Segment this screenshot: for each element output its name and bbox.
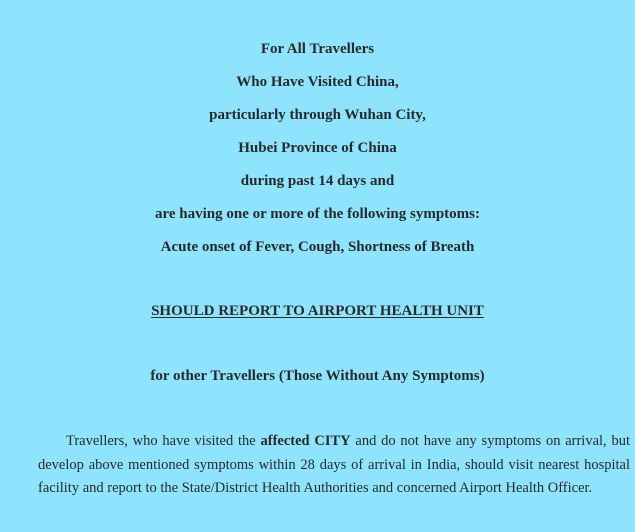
paragraph-part-1: Travellers, who have visited the xyxy=(66,433,261,449)
other-travellers-heading: for other Travellers (Those Without Any Symptoms) xyxy=(150,368,485,384)
affected-city-term: affected CITY xyxy=(260,433,351,449)
heading-line-1: For All Travellers xyxy=(260,41,375,57)
heading-line-6: are having one or more of the following symptoms: xyxy=(155,206,480,222)
heading-line-4: Hubei Province of China xyxy=(238,140,397,156)
report-instruction: SHOULD REPORT TO AIRPORT HEALTH UNIT xyxy=(151,303,484,319)
heading-line-7: Acute onset of Fever, Cough, Shortness of Breath xyxy=(160,239,475,255)
advisory-paragraph xyxy=(38,430,630,501)
heading-line-5: during past 14 days and xyxy=(240,173,395,189)
paragraph-part-2: and do not have any symptoms on arrival, but develop above mentioned symptoms within 28 days of arrival in India, should visit nearest hospital facility and report to the State/District Health Authorities and concerned Airport Health Officer. xyxy=(38,433,630,496)
heading-line-2: Who Have Visited China, xyxy=(236,74,399,90)
heading-line-3: particularly through Wuhan City, xyxy=(209,107,426,123)
